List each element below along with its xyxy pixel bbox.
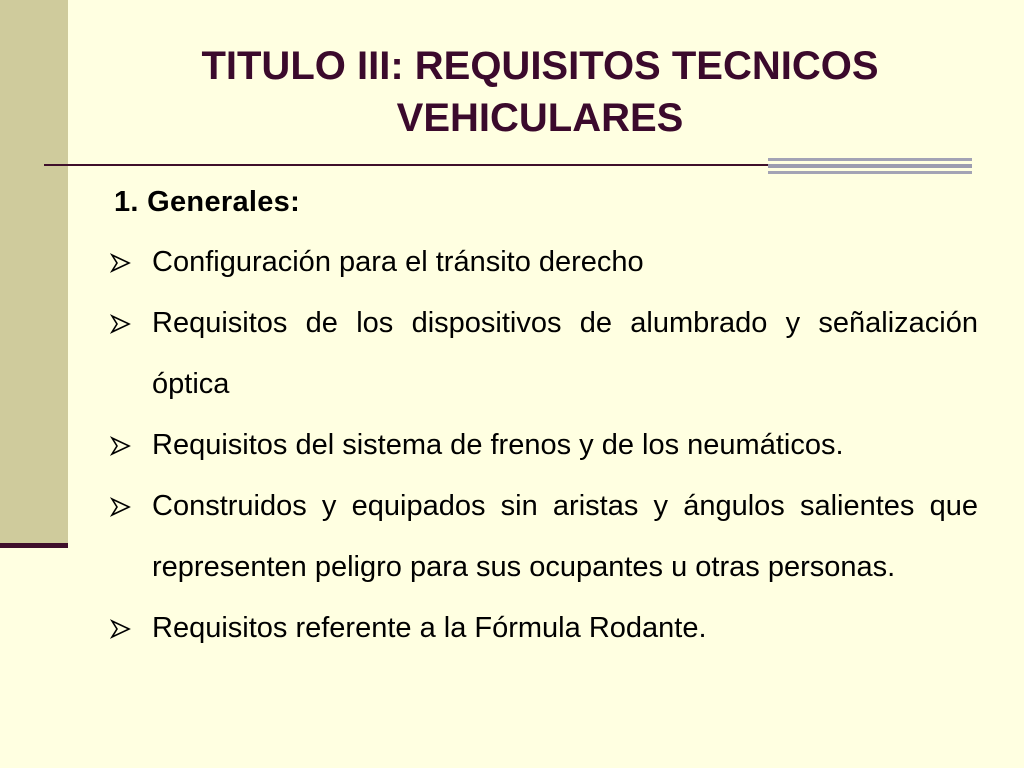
list-item-text: Requisitos del sistema de frenos y de los neumáticos. bbox=[152, 429, 844, 461]
list-item bbox=[110, 415, 978, 476]
list-item-text: Configuración para el tránsito derecho bbox=[152, 246, 644, 278]
arrow-bullet-icon bbox=[110, 497, 132, 517]
divider-accent bbox=[768, 158, 972, 180]
list-item bbox=[110, 476, 978, 598]
slide-title: TITULO III: REQUISITOS TECNICOS VEHICULARES bbox=[201, 44, 879, 140]
list-item-text: Requisitos referente a la Fórmula Rodante. bbox=[152, 612, 707, 644]
side-decoration-band bbox=[0, 0, 68, 546]
arrow-bullet-icon bbox=[110, 253, 132, 273]
list-item bbox=[110, 293, 978, 415]
arrow-bullet-icon bbox=[110, 436, 132, 456]
title-divider bbox=[44, 164, 804, 166]
list-item bbox=[110, 598, 978, 659]
list-item-text: Requisitos de los dispositivos de alumbrado y señalización óptica bbox=[152, 307, 978, 400]
arrow-bullet-icon bbox=[110, 619, 132, 639]
list-item bbox=[110, 232, 978, 293]
side-decoration-bar bbox=[0, 543, 68, 548]
list-item-text: Construidos y equipados sin aristas y ángulos salientes que representen peligro para sus ocupantes u otras personas. bbox=[152, 490, 978, 583]
bullet-list bbox=[110, 232, 978, 659]
section-heading: 1. Generales: bbox=[114, 186, 301, 218]
arrow-bullet-icon bbox=[110, 314, 132, 334]
